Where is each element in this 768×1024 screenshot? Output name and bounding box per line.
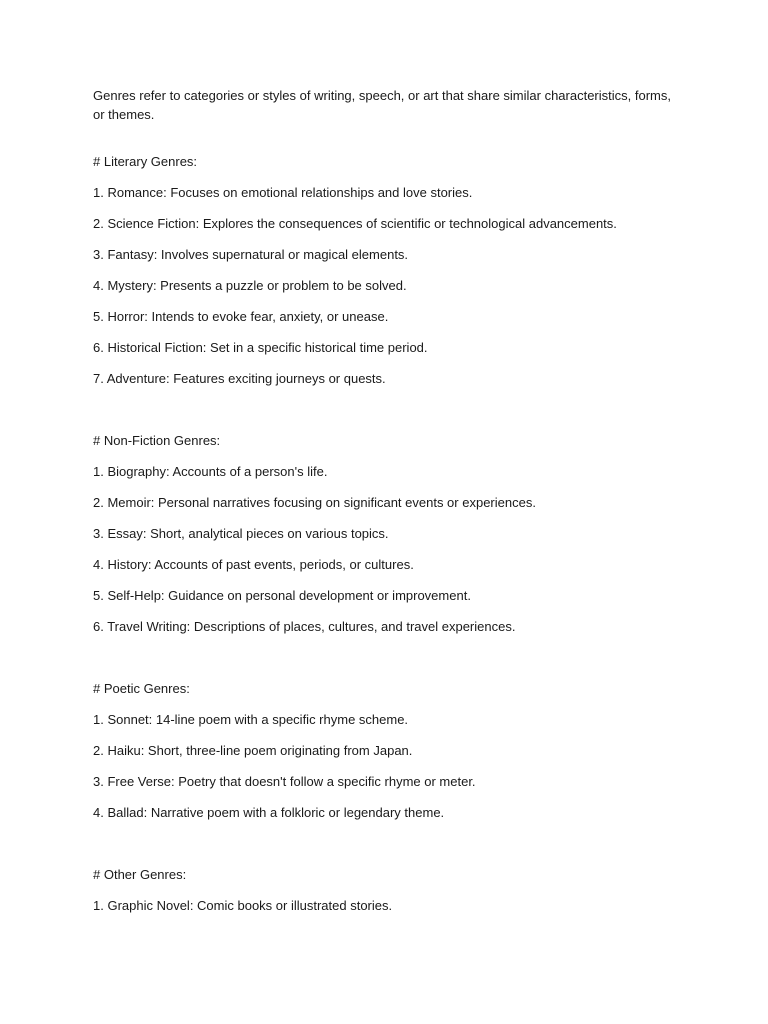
list-item: 4. History: Accounts of past events, periods, or cultures. xyxy=(93,557,414,572)
list-item: 1. Biography: Accounts of a person's life. xyxy=(93,464,328,479)
section-heading: # Non-Fiction Genres: xyxy=(93,433,221,448)
section-heading: # Other Genres: xyxy=(93,867,187,882)
list-item: 1. Sonnet: 14-line poem with a specific rhyme scheme. xyxy=(93,712,409,727)
spacer xyxy=(93,388,683,431)
list-item: 2. Memoir: Personal narratives focusing on significant events or experiences. xyxy=(93,495,536,510)
list-item: 7. Adventure: Features exciting journeys or quests. xyxy=(93,371,386,386)
spacer xyxy=(93,636,683,679)
spacer xyxy=(93,822,683,865)
section-non-fiction-genres xyxy=(93,431,683,636)
list-item: 3. Fantasy: Involves supernatural or magical elements. xyxy=(93,247,409,262)
list-item: 6. Travel Writing: Descriptions of places, cultures, and travel experiences. xyxy=(93,619,516,634)
list-item: 2. Haiku: Short, three-line poem originating from Japan. xyxy=(93,743,413,758)
list-item: 4. Mystery: Presents a puzzle or problem to be solved. xyxy=(93,278,407,293)
section-heading: # Literary Genres: xyxy=(93,154,198,169)
section-poetic-genres xyxy=(93,679,683,822)
list-item: 5. Self-Help: Guidance on personal development or improvement. xyxy=(93,588,471,603)
intro-paragraph: Genres refer to categories or styles of writing, speech, or art that share similar characteristics, forms, or themes. xyxy=(93,88,671,122)
section-literary-genres xyxy=(93,152,683,388)
list-item: 2. Science Fiction: Explores the consequences of scientific or technological advancements. xyxy=(93,216,617,231)
list-item: 1. Romance: Focuses on emotional relationships and love stories. xyxy=(93,185,473,200)
document-page xyxy=(93,86,683,915)
section-other-genres xyxy=(93,865,683,915)
spacer xyxy=(93,124,683,152)
list-item: 6. Historical Fiction: Set in a specific historical time period. xyxy=(93,340,428,355)
list-item: 3. Free Verse: Poetry that doesn't follow a specific rhyme or meter. xyxy=(93,774,476,789)
list-item: 3. Essay: Short, analytical pieces on various topics. xyxy=(93,526,389,541)
list-item: 5. Horror: Intends to evoke fear, anxiety, or unease. xyxy=(93,309,389,324)
section-heading: # Poetic Genres: xyxy=(93,681,190,696)
list-item: 1. Graphic Novel: Comic books or illustrated stories. xyxy=(93,898,393,913)
list-item: 4. Ballad: Narrative poem with a folkloric or legendary theme. xyxy=(93,805,445,820)
